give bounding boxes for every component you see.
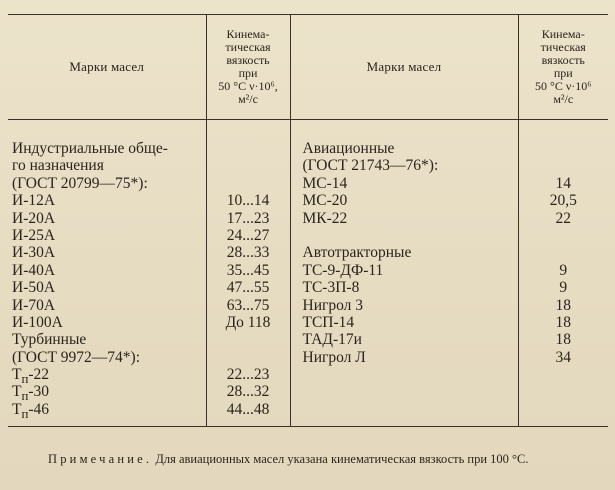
oil-name: И-70А xyxy=(12,296,56,314)
viscosity-value: 18 xyxy=(555,331,571,349)
viscosity-value: 22 xyxy=(555,209,571,227)
oil-name-base: Т xyxy=(12,366,22,384)
viscosity-value: 24...27 xyxy=(226,226,270,244)
group-heading-industrial: го назначения xyxy=(12,157,104,175)
viscosity-value: 9 xyxy=(559,279,568,297)
header-viscosity-line: вязкость xyxy=(541,53,585,67)
oil-name: Нигрол Л xyxy=(302,348,366,366)
table-body-row xyxy=(8,120,608,427)
header-viscosity-line: Кинема- xyxy=(541,27,585,41)
oil-viscosity-table xyxy=(8,14,608,427)
oil-name xyxy=(12,366,206,387)
viscosity-value: 9 xyxy=(559,261,568,279)
group-heading-industrial: Индустриальные обще- xyxy=(12,140,168,157)
oil-name: МС-20 xyxy=(302,192,348,210)
header-viscosity-line: 50 °C ν·10⁶ xyxy=(535,79,592,93)
header-viscosity-line: м²/с xyxy=(553,92,574,106)
oil-name: ТС-9-ДФ-11 xyxy=(302,261,384,279)
header-viscosity-right xyxy=(518,15,608,120)
left-viscosity-column xyxy=(206,120,290,427)
oil-name: И-25А xyxy=(12,226,56,244)
group-heading-auto: Автотракторные xyxy=(302,244,412,262)
group-heading-aviation: Авиационные xyxy=(302,140,395,157)
header-viscosity-line: при xyxy=(238,66,258,80)
viscosity-value: 44...48 xyxy=(226,400,270,418)
viscosity-value: 28...32 xyxy=(226,383,270,401)
viscosity-value: 63...75 xyxy=(226,296,270,314)
left-names-column xyxy=(8,120,206,427)
oil-name: И-40А xyxy=(12,261,56,279)
header-viscosity-line: Кинема- xyxy=(226,27,270,41)
footnote xyxy=(8,452,608,467)
footnote-text: Для авиационных масел указана кинематическая вязкость при 100 °С. xyxy=(155,452,529,466)
table-header-row xyxy=(8,15,608,120)
header-viscosity-line: тическая xyxy=(225,40,271,54)
header-viscosity-line: при xyxy=(553,66,573,80)
viscosity-value: 34 xyxy=(555,348,571,366)
oil-name: МК-22 xyxy=(302,209,348,227)
oil-name xyxy=(12,400,206,421)
header-viscosity-line: 50 °C ν·10⁶, xyxy=(218,79,278,93)
header-viscosity-line: м²/с xyxy=(238,92,258,106)
oil-name: И-20А xyxy=(12,209,56,227)
oil-name: Нигрол 3 xyxy=(302,296,364,314)
group-heading-turbine: Турбинные xyxy=(12,331,87,349)
header-brand-right: Марки масел xyxy=(290,15,518,120)
oil-name-suffix: -46 xyxy=(28,400,50,418)
viscosity-value: 18 xyxy=(555,296,571,314)
right-names-column xyxy=(290,120,518,427)
oil-name: ТСП-14 xyxy=(302,313,355,331)
group-heading-industrial: (ГОСТ 20799—75*): xyxy=(12,174,148,192)
right-viscosity-column xyxy=(518,120,608,427)
viscosity-value: До 118 xyxy=(225,313,271,331)
oil-name-subscript: п xyxy=(21,405,29,421)
oil-name-base: Т xyxy=(12,400,22,418)
oil-name: И-12А xyxy=(12,192,56,210)
viscosity-value: 18 xyxy=(555,313,571,331)
viscosity-value: 17...23 xyxy=(226,209,270,227)
oil-name-suffix: -22 xyxy=(28,366,50,384)
oil-name: МС-14 xyxy=(302,174,348,192)
viscosity-value: 20,5 xyxy=(549,192,577,210)
viscosity-value: 35...45 xyxy=(226,261,270,279)
viscosity-value: 22...23 xyxy=(226,366,270,384)
oil-name: ТАД-17и xyxy=(302,331,362,349)
oil-name-base: Т xyxy=(12,383,22,401)
oil-name xyxy=(12,383,206,404)
oil-name: И-30А xyxy=(12,244,56,262)
oil-name-suffix: -30 xyxy=(28,383,50,401)
oil-name-subscript: п xyxy=(21,371,29,387)
oil-name: И-100А xyxy=(12,313,63,331)
group-heading-turbine: (ГОСТ 9972—74*): xyxy=(12,348,141,366)
header-viscosity-left xyxy=(206,15,290,120)
viscosity-value: 28...33 xyxy=(226,244,270,262)
viscosity-value: 10...14 xyxy=(226,192,270,210)
footnote-label: Примечание. xyxy=(48,452,153,466)
viscosity-value: 47...55 xyxy=(226,279,270,297)
group-heading-aviation: (ГОСТ 21743—76*): xyxy=(302,157,439,175)
oil-name-subscript: п xyxy=(21,388,29,404)
oil-name: ТС-3П-8 xyxy=(302,279,360,297)
header-brand-left: Марки масел xyxy=(8,15,206,120)
header-viscosity-line: тическая xyxy=(540,40,586,54)
header-viscosity-line: вязкость xyxy=(226,53,270,67)
oil-name: И-50А xyxy=(12,279,56,297)
viscosity-value: 14 xyxy=(555,174,571,192)
